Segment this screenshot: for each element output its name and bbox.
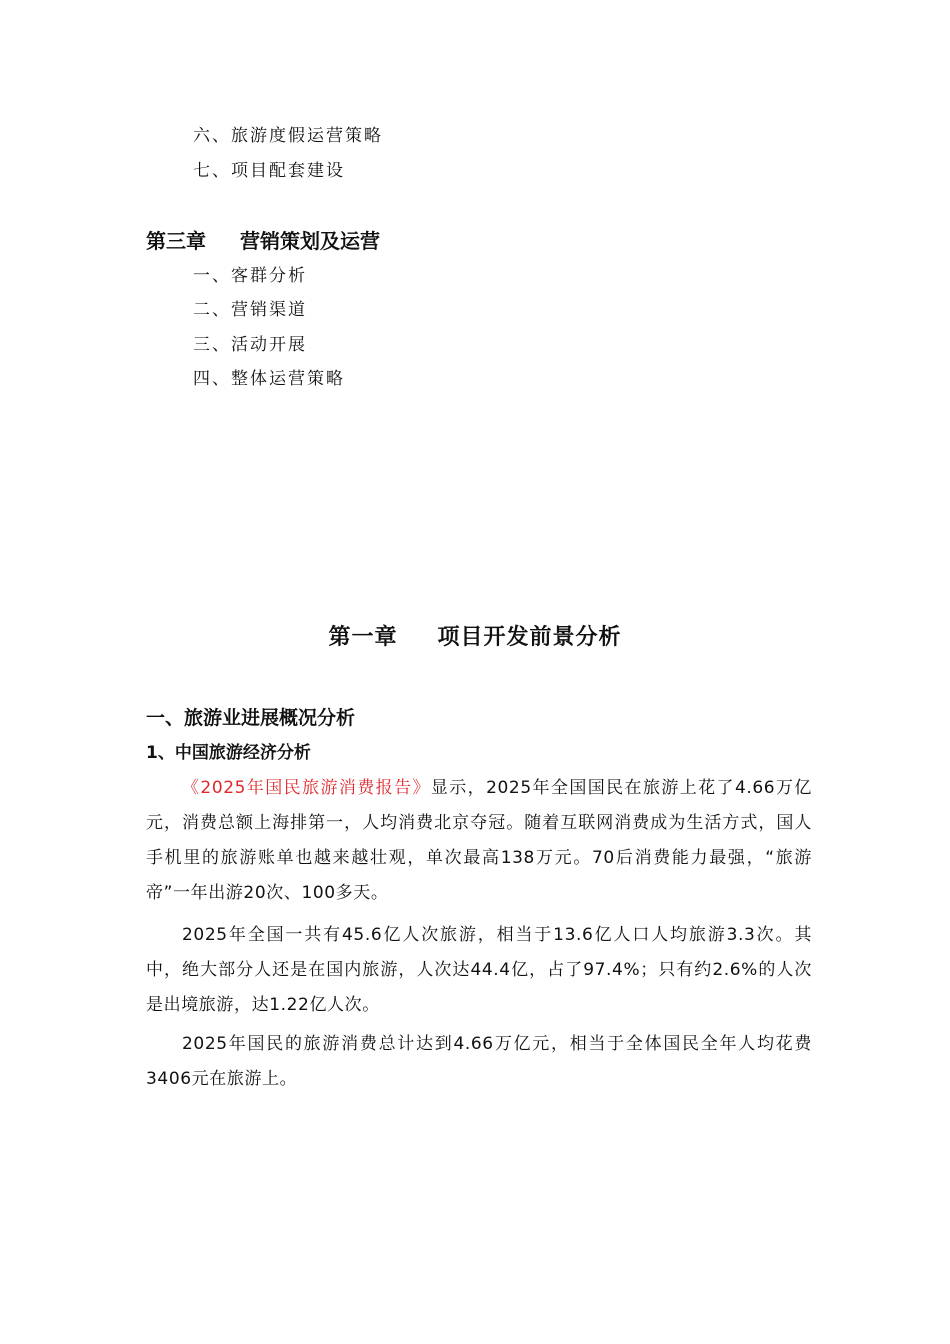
toc-item-customer-analysis: 一、客群分析 xyxy=(193,266,307,286)
toc-item-facilities: 七、项目配套建设 xyxy=(193,161,345,181)
toc-item-marketing-channels: 二、营销渠道 xyxy=(193,300,307,320)
toc-item-tourism-strategy: 六、旅游度假运营策略 xyxy=(193,126,383,146)
paragraph-1-text: 显示，2025年全国国民在旅游上花了4.66万亿元，消费总额上海排第一，人均消费北京夺冠。随着互联网消费成为生活方式，国人手机里的旅游账单也越来越壮观，单次最高138万元。70后消费能力最强，“旅游帝”一年出游20次、100多天。 xyxy=(146,778,813,903)
chapter1-heading xyxy=(0,620,950,651)
paragraph-consumption-report xyxy=(146,771,812,911)
chapter1-label: 第一章 xyxy=(328,625,398,650)
toc-item-activities: 三、活动开展 xyxy=(193,335,307,355)
section-heading: 一、旅游业进展概况分析 xyxy=(146,707,356,729)
toc-chapter3-heading xyxy=(146,228,380,254)
report-title-highlight: 《2025年国民旅游消费报告》 xyxy=(182,778,431,798)
chapter3-label: 第三章 xyxy=(146,229,206,253)
chapter1-title: 项目开发前景分析 xyxy=(437,625,622,650)
toc-item-operations-strategy: 四、整体运营策略 xyxy=(193,369,345,389)
chapter3-title: 营销策划及运营 xyxy=(240,229,380,253)
paragraph-total-spending: 2025年国民的旅游消费总计达到4.66万亿元，相当于全体国民全年人均花费3406元在旅游上。 xyxy=(146,1034,812,1089)
paragraph-trip-counts: 2025年全国一共有45.6亿人次旅游，相当于13.6亿人口人均旅游3.3次。其中，绝大部分人还是在国内旅游，人次达44.4亿，占了97.4%；只有约2.6%的人次是出境旅游，达1.22亿人次。 xyxy=(146,925,812,1015)
subsection-heading: 1、中国旅游经济分析 xyxy=(146,743,311,763)
